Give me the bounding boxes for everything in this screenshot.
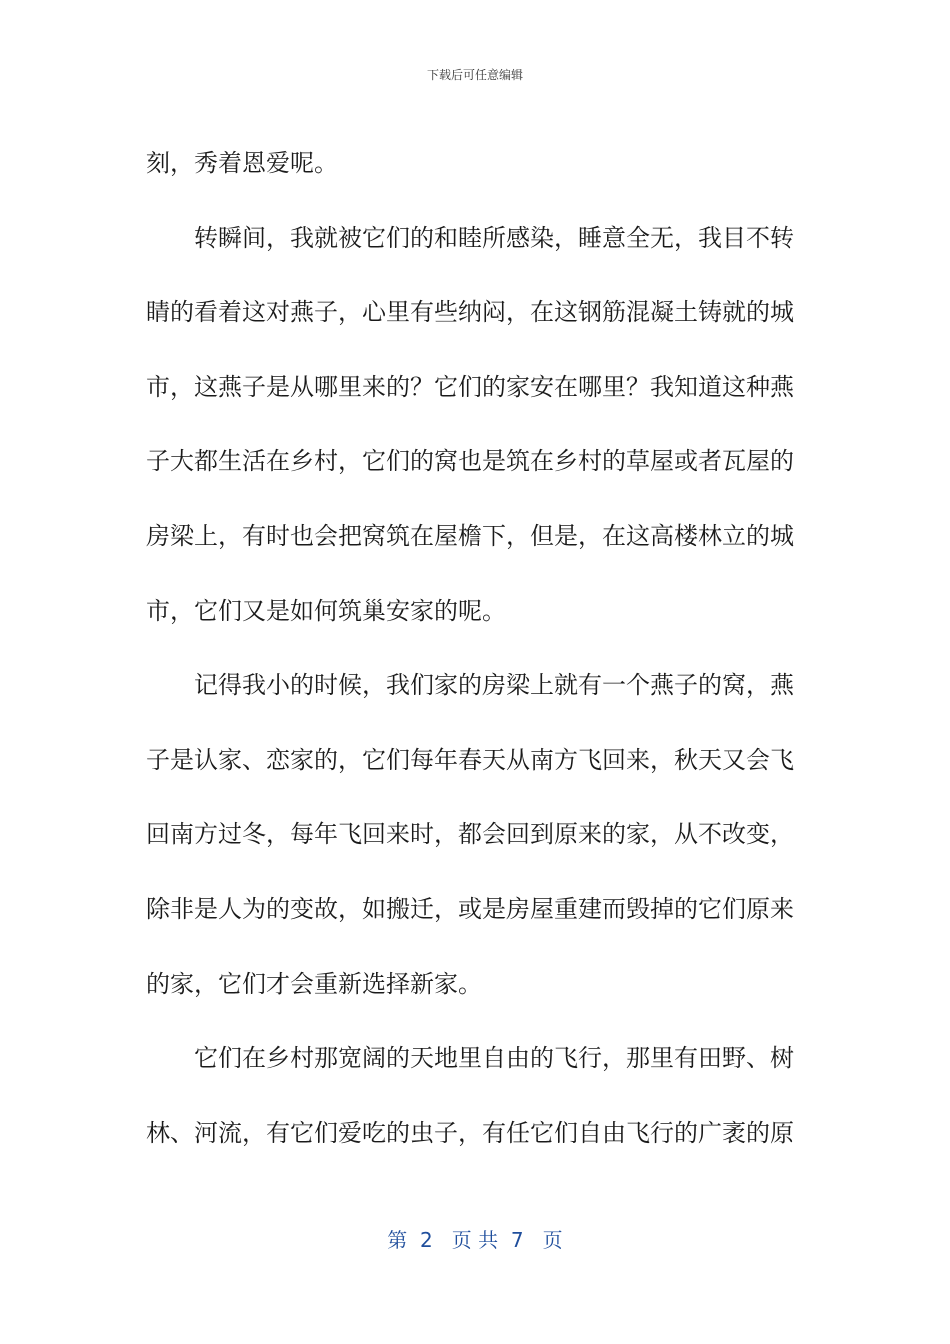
text-line: 转瞬间，我就被它们的和睦所感染，睡意全无，我目不转	[146, 223, 794, 252]
text-line: 的家，它们才会重新选择新家。	[146, 969, 482, 998]
text-line: 子是认家、恋家的，它们每年春天从南方飞回来，秋天又会飞	[146, 745, 794, 774]
text-line: 它们在乡村那宽阔的天地里自由的飞行，那里有田野、树	[146, 1044, 794, 1073]
text-line: 记得我小的时候，我们家的房梁上就有一个燕子的窝，燕	[146, 671, 794, 700]
text-line: 市，它们又是如何筑巢安家的呢。	[146, 596, 506, 625]
text-line: 睛的看着这对燕子，心里有些纳闷，在这钢筋混凝土铸就的城	[146, 298, 794, 327]
text-line: 刻，秀着恩爱呢。	[146, 149, 338, 177]
document-body	[146, 126, 806, 1170]
text-line: 子大都生活在乡村，它们的窝也是筑在乡村的草屋或者瓦屋的	[146, 447, 794, 476]
page-number-footer: 第 2 页 共 7 页	[387, 1228, 563, 1252]
text-line: 房梁上，有时也会把窝筑在屋檐下，但是，在这高楼林立的城	[146, 521, 794, 550]
text-line: 林、河流，有它们爱吃的虫子，有任它们自由飞行的广袤的原	[146, 1118, 794, 1147]
text-line: 除非是人为的变故，如搬迁，或是房屋重建而毁掉的它们原来	[146, 894, 794, 923]
text-line: 市，这燕子是从哪里来的？它们的家安在哪里？我知道这种燕	[146, 372, 794, 401]
page-header: 下载后可任意编辑	[426, 68, 523, 82]
text-line: 回南方过冬，每年飞回来时，都会回到原来的家，从不改变，	[146, 820, 794, 849]
